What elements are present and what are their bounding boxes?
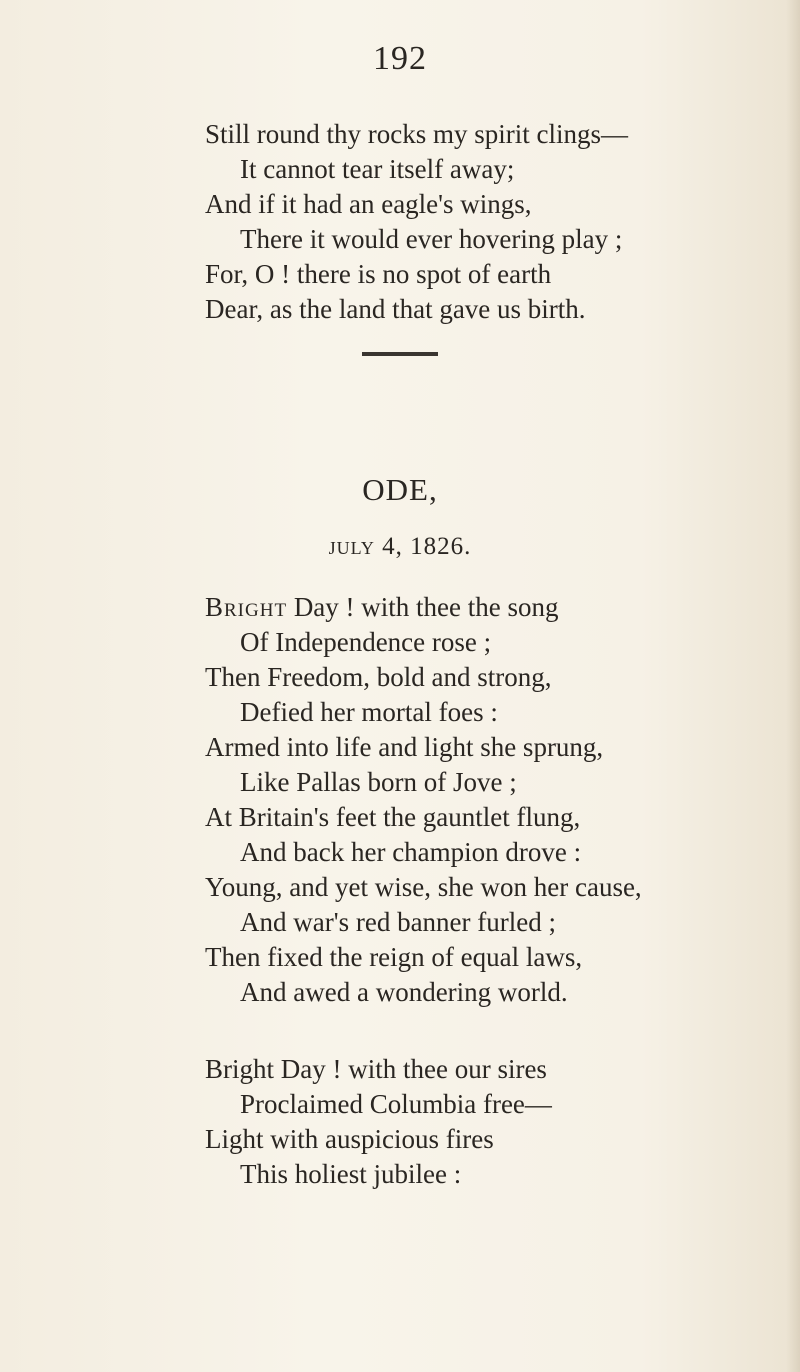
poem-line: Bright Day ! with thee our sires [205,1054,547,1084]
poem-line: Still round thy rocks my spirit clings— [205,119,628,149]
poem-line: Dear, as the land that gave us birth. [205,294,586,324]
ode-date [0,533,800,561]
poem-line: And back her champion drove : [240,837,582,867]
poem-line: Light with auspicious fires [205,1124,494,1154]
drop-word: Bright [205,592,288,622]
ode-date-month: july [328,533,375,560]
page-edge-shadow [786,0,800,1372]
poem-line: Then fixed the reign of equal laws, [205,942,583,972]
poem-line: Then Freedom, bold and strong, [205,662,552,692]
poem-line: And if it had an eagle's wings, [205,189,532,219]
poem-line: It cannot tear itself away; [240,154,515,184]
poem-line: Defied her mortal foes : [240,697,498,727]
ode-date-rest: 4, 1826. [374,533,472,560]
poem-line: Like Pallas born of Jove ; [240,767,517,797]
poem-line: For, O ! there is no spot of earth [205,259,552,289]
ode-title: ODE, [362,472,438,507]
poem-line: Proclaimed Columbia free— [240,1089,552,1119]
poem-line: And war's red banner furled ; [240,907,556,937]
poem-line: There it would ever hovering play ; [240,224,623,254]
poem-line: Armed into life and light she sprung, [205,732,604,762]
poem-line: Of Independence rose ; [240,627,492,657]
poem-line: And awed a wondering world. [240,977,568,1007]
section-divider [362,352,438,356]
poem-line: At Britain's feet the gauntlet flung, [205,802,581,832]
poem-line: This holiest jubilee : [240,1159,462,1189]
page-number: 192 [373,40,427,77]
poem-line [205,590,559,624]
poem-line: Young, and yet wise, she won her cause, [205,872,642,902]
poem-line-rest: Day ! with thee the song [287,592,559,622]
